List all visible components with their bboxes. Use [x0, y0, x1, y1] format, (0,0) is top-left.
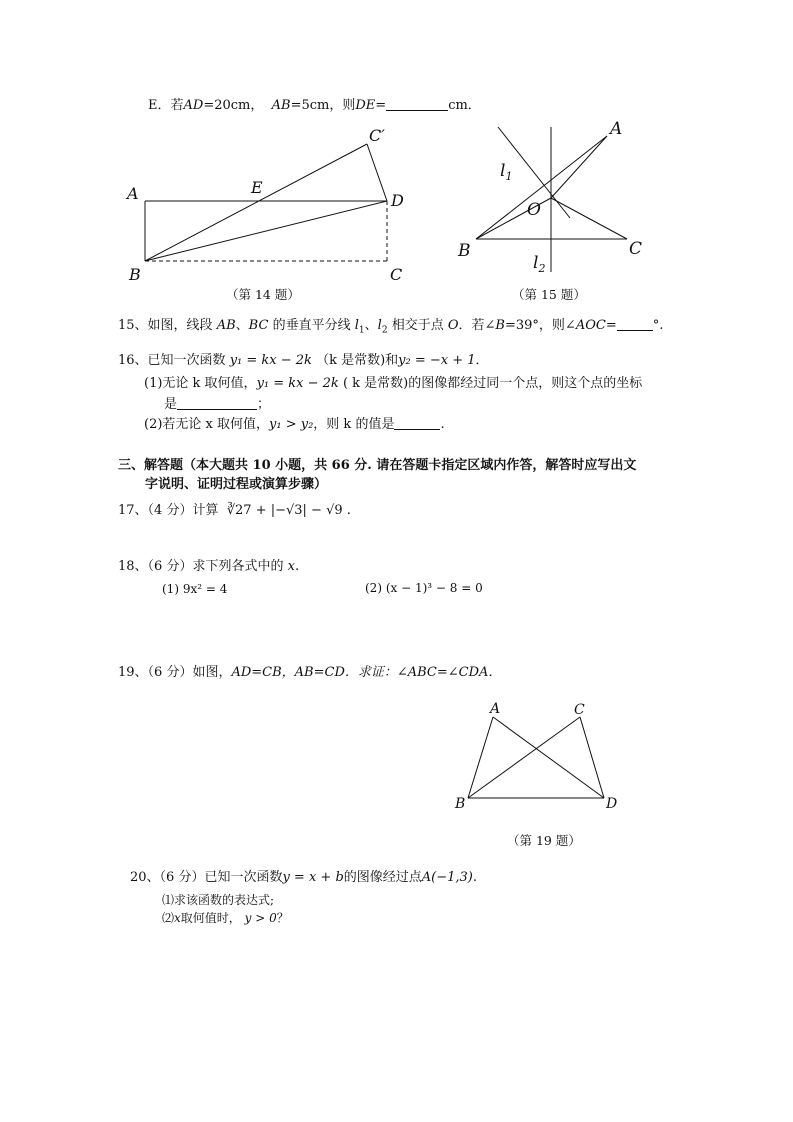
fig19-label-B: B [455, 796, 466, 812]
q20-sub1: ⑴求该函数的表达式; [162, 893, 275, 907]
q18-sub2: (2) (x − 1)³ − 8 = 0 [365, 581, 483, 595]
fig15-label-l2: $l_2$ [533, 253, 546, 275]
q16-part2-answer-blank[interactable] [394, 416, 440, 430]
fig14-label-E: E [251, 178, 263, 197]
fig15-seg-BA [476, 136, 607, 239]
fig14-label-B: B [129, 265, 141, 284]
fig15-seg-OA [551, 136, 607, 198]
fig15-label-B: B [458, 241, 471, 261]
section3-heading-line2: 字说明、证明过程或演算步骤） [145, 477, 328, 492]
fig15-seg-OC [551, 198, 627, 239]
q16-part1-answer-line: 是 ； [164, 397, 271, 412]
fig14-seg-BCprime [145, 144, 367, 261]
q14-tail-line: E．若AD=20cm， AB=5cm，则DE= cm． [148, 98, 481, 113]
fig15-label-l1: $l_1$ [500, 161, 513, 183]
fig14-label-D: D [391, 191, 404, 210]
q19-line: 19、（6 分）如图，AD=CB，AB=CD．求证：∠ABC=∠CDA． [118, 665, 502, 680]
q18-line: 18、（6 分）求下列各式中的 x. [118, 559, 300, 574]
fig14-label-C: C [390, 265, 403, 284]
fig14-label-A: A [127, 184, 139, 203]
fig19-seg-AB [468, 717, 493, 798]
fig14-seg-CprimeD [367, 144, 387, 201]
fig14-label-Cprime: C′ [369, 126, 385, 145]
q15-line: 15、如图，线段 AB、BC 的垂直平分线 $l_1$、$l_2$ 相交于点 O．若∠B=39°，则∠AOC= °. [118, 318, 664, 336]
fig15-label-O: O [527, 200, 541, 220]
fig15-caption: （第 15 题） [512, 287, 586, 302]
q16-part1-answer-blank[interactable] [177, 396, 257, 410]
fig19-seg-AD [493, 717, 604, 798]
fig14-seg-BD [145, 201, 387, 261]
q16-line: 16、已知一次函数 y₁ = kx − 2k （k 是常数)和y₂ = −x + 1． [118, 353, 489, 368]
q20-line: 20、（6 分）已知一次函数y = x + b的图像经过点A(−1,3). [130, 870, 478, 885]
fig15-label-C: C [629, 239, 643, 259]
q15-answer-blank[interactable] [617, 317, 653, 331]
fig19-seg-BC [468, 717, 580, 798]
q20-sub2: ⑵x取何值时， y > 0？ [162, 911, 289, 925]
fig19-label-D: D [606, 796, 618, 812]
fig14-caption: （第 14 题） [226, 287, 300, 302]
q16-part1-line: (1)无论 k 取何值，y₁ = kx − 2k ( k 是常数)的图像都经过同一个点，则这个点的坐标 [144, 376, 643, 391]
fig19-label-A: A [490, 701, 501, 717]
q16-part2-line: (2)若无论 x 取何值，y₁ > y₂，则 k 的值是 . [144, 417, 445, 432]
fig19-seg-DC [580, 717, 604, 798]
section3-heading-line1: 三、解答题（本大题共 10 小题，共 66 分. 请在答题卡指定区域内作答，解答时应写出文 [118, 458, 637, 473]
fig19-label-C: C [574, 702, 585, 718]
q17-line: 17、（4 分）计算 ∛27 + |−√3| − √9 . [118, 503, 351, 518]
fig15-label-A: A [610, 119, 623, 139]
fig19-caption: （第 19 题） [507, 833, 581, 848]
q18-sub1: (1) 9x² = 4 [162, 582, 228, 596]
